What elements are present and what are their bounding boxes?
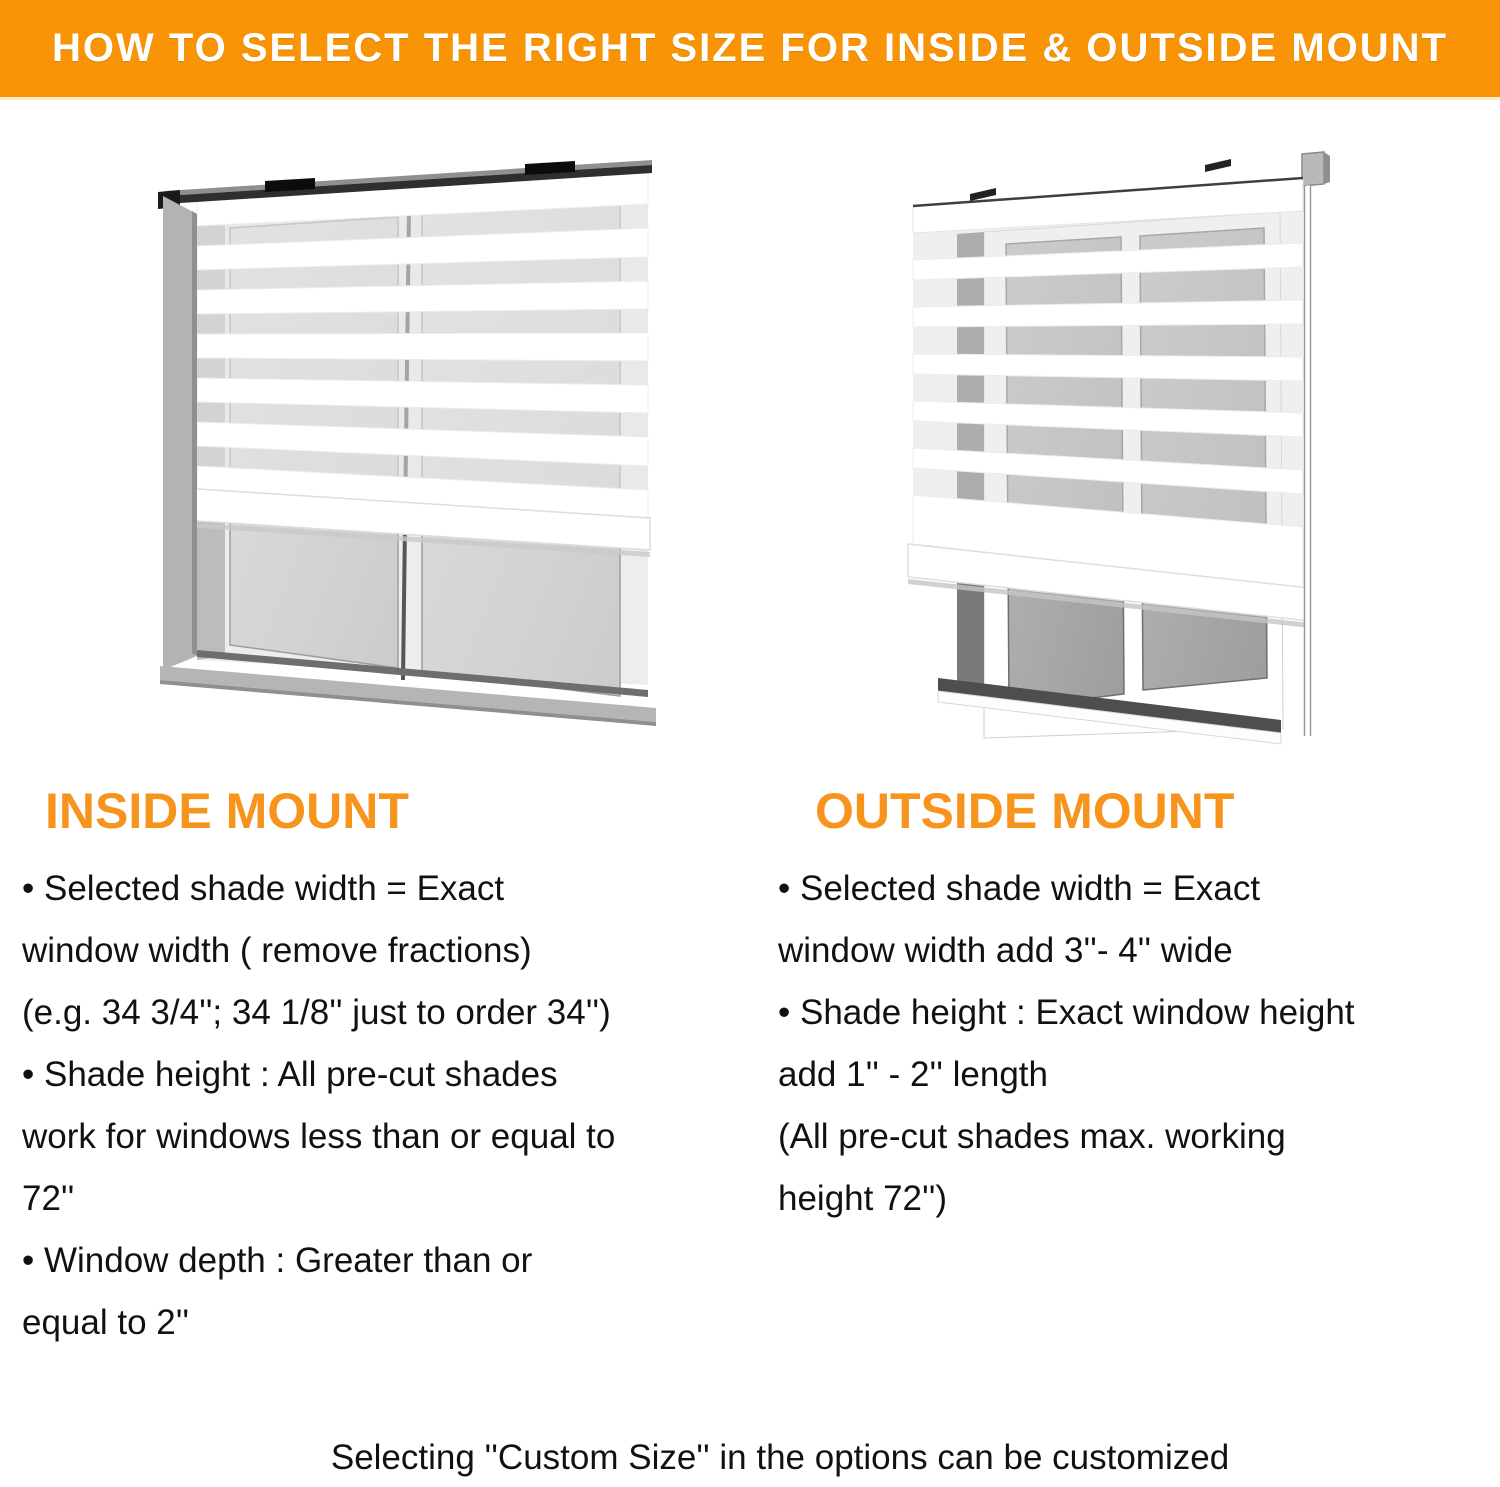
window-left-jamb [163, 196, 197, 670]
text-line: (e.g. 34 3/4''; 34 1/8'' just to order 34'') [22, 993, 611, 1032]
mount-bracket-icon [1205, 159, 1231, 172]
header-title: HOW TO SELECT THE RIGHT SIZE FOR INSIDE & OUTSIDE MOUNT [52, 26, 1448, 70]
rail-end-block [1302, 152, 1324, 186]
text-line: add 1'' - 2'' length [778, 1055, 1048, 1094]
text-line: • Shade height : All pre-cut shades [22, 1055, 558, 1094]
inside-mount-illustration [70, 140, 660, 750]
text-line: height 72'') [778, 1179, 948, 1218]
outside-mount-heading: OUTSIDE MOUNT [815, 783, 1235, 839]
footer-note: Selecting ''Custom Size'' in the options can be customized [330, 1438, 1230, 1477]
text-line: work for windows less than or equal to [22, 1117, 616, 1156]
text-line: (All pre-cut shades max. working [778, 1117, 1286, 1156]
inside-mount-heading: INSIDE MOUNT [45, 783, 409, 839]
mount-bracket-icon [970, 188, 996, 201]
header-bar [0, 0, 1500, 100]
text-line: equal to 2'' [22, 1303, 190, 1342]
text-line: 72'' [22, 1179, 75, 1218]
text-line: • Selected shade width = Exact [22, 869, 505, 908]
inside-mount-text-column [22, 858, 742, 1354]
shade-side-rail [1304, 185, 1311, 736]
text-line: window width add 3''- 4'' wide [778, 931, 1233, 970]
outside-mount-text-column [778, 858, 1488, 1230]
outside-mount-illustration [878, 138, 1418, 778]
text-line: • Selected shade width = Exact [778, 869, 1261, 908]
text-line: • Shade height : Exact window height [778, 993, 1355, 1032]
text-line: • Window depth : Greater than or [22, 1241, 533, 1280]
text-line: window width ( remove fractions) [22, 931, 532, 970]
